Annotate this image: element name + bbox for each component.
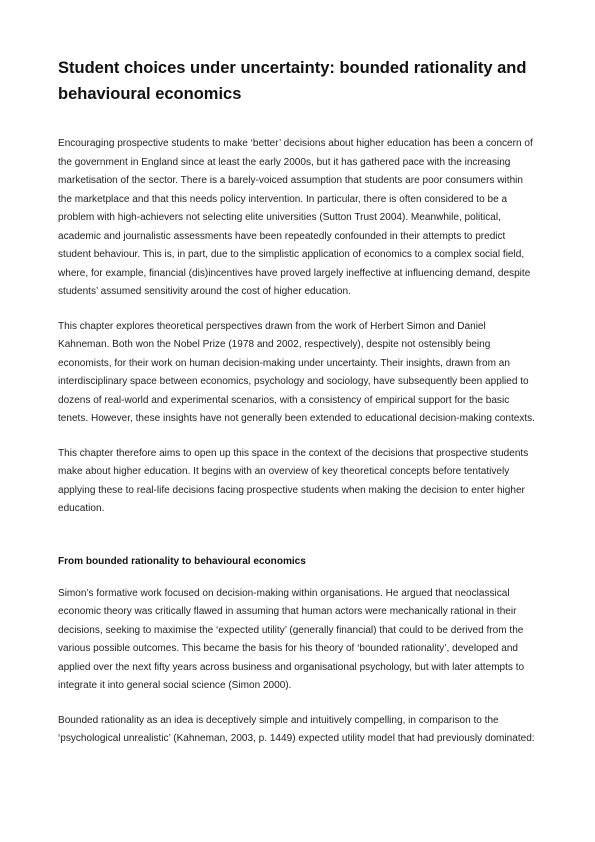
intro-paragraph-2: This chapter explores theoretical perspectives drawn from the work of Herbert Simon and Daniel Kahneman. Both won the Nobel Prize (1978 and 2002, respectively), despite not ostensibly being economists, for their work on human decision-making under uncertainty. Their insights, drawn from an interdisciplinary space between economics, psychology and sociology, have subsequently been applied to dozens of real-world and experimental scenarios, with a consistency of empirical support for the basic tenets. However, these insights have not generally been extended to educational decision-making contexts. [58, 320, 535, 424]
section-paragraph-1: Simon’s formative work focused on decision-making within organisations. He argued that neoclassical economic theory was critically flawed in assuming that human actors were mechanically rational in their decisions, seeking to maximise the ‘expected utility’ (generally financial) that could to be derived from the various possible outcomes. This became the basis for his theory of ‘bounded rationality’, developed and applied over the next fifty years across business and organisational psychology, but with later attempts to integrate it into general social science (Simon 2000). [58, 587, 525, 691]
section-heading: From bounded rationality to behavioural economics [58, 555, 306, 567]
section-paragraph-2: Bounded rationality as an idea is deceptively simple and intuitively compelling, in comparison to the ‘psychological unrealistic’ (Kahneman, 2003, p. 1449) expected utility model that had previously dominated: [58, 714, 535, 744]
intro-paragraph-1: Encouraging prospective students to make ‘better’ decisions about higher education has been a concern of the government in England since at least the early 2000s, but it has gathered pace with the increasing marketisation of the sector. There is a barely-voiced assumption that students are poor consumers within the marketplace and that this needs policy intervention. In particular, there is often considered to be a problem with high-achievers not selecting elite universities (Sutton Trust 2004). Meanwhile, political, academic and journalistic assessments have been repeatedly confounded in their attempts to predict student behaviour. This is, in part, due to the simplistic application of economics to a complex social field, where, for example, financial (dis)incentives have proved largely ineffective at influencing demand, despite students’ assumed sensitivity around the cost of higher education. [58, 138, 533, 297]
document-title: Student choices under uncertainty: bounded rationality and behavioural economics [58, 59, 527, 103]
document-page [58, 55, 538, 765]
intro-paragraph-3: This chapter therefore aims to open up this space in the context of the decisions that prospective students make about higher education. It begins with an overview of key theoretical concepts before tentatively applying these to real-life decisions facing prospective students when making the decision to enter higher education. [58, 447, 529, 514]
